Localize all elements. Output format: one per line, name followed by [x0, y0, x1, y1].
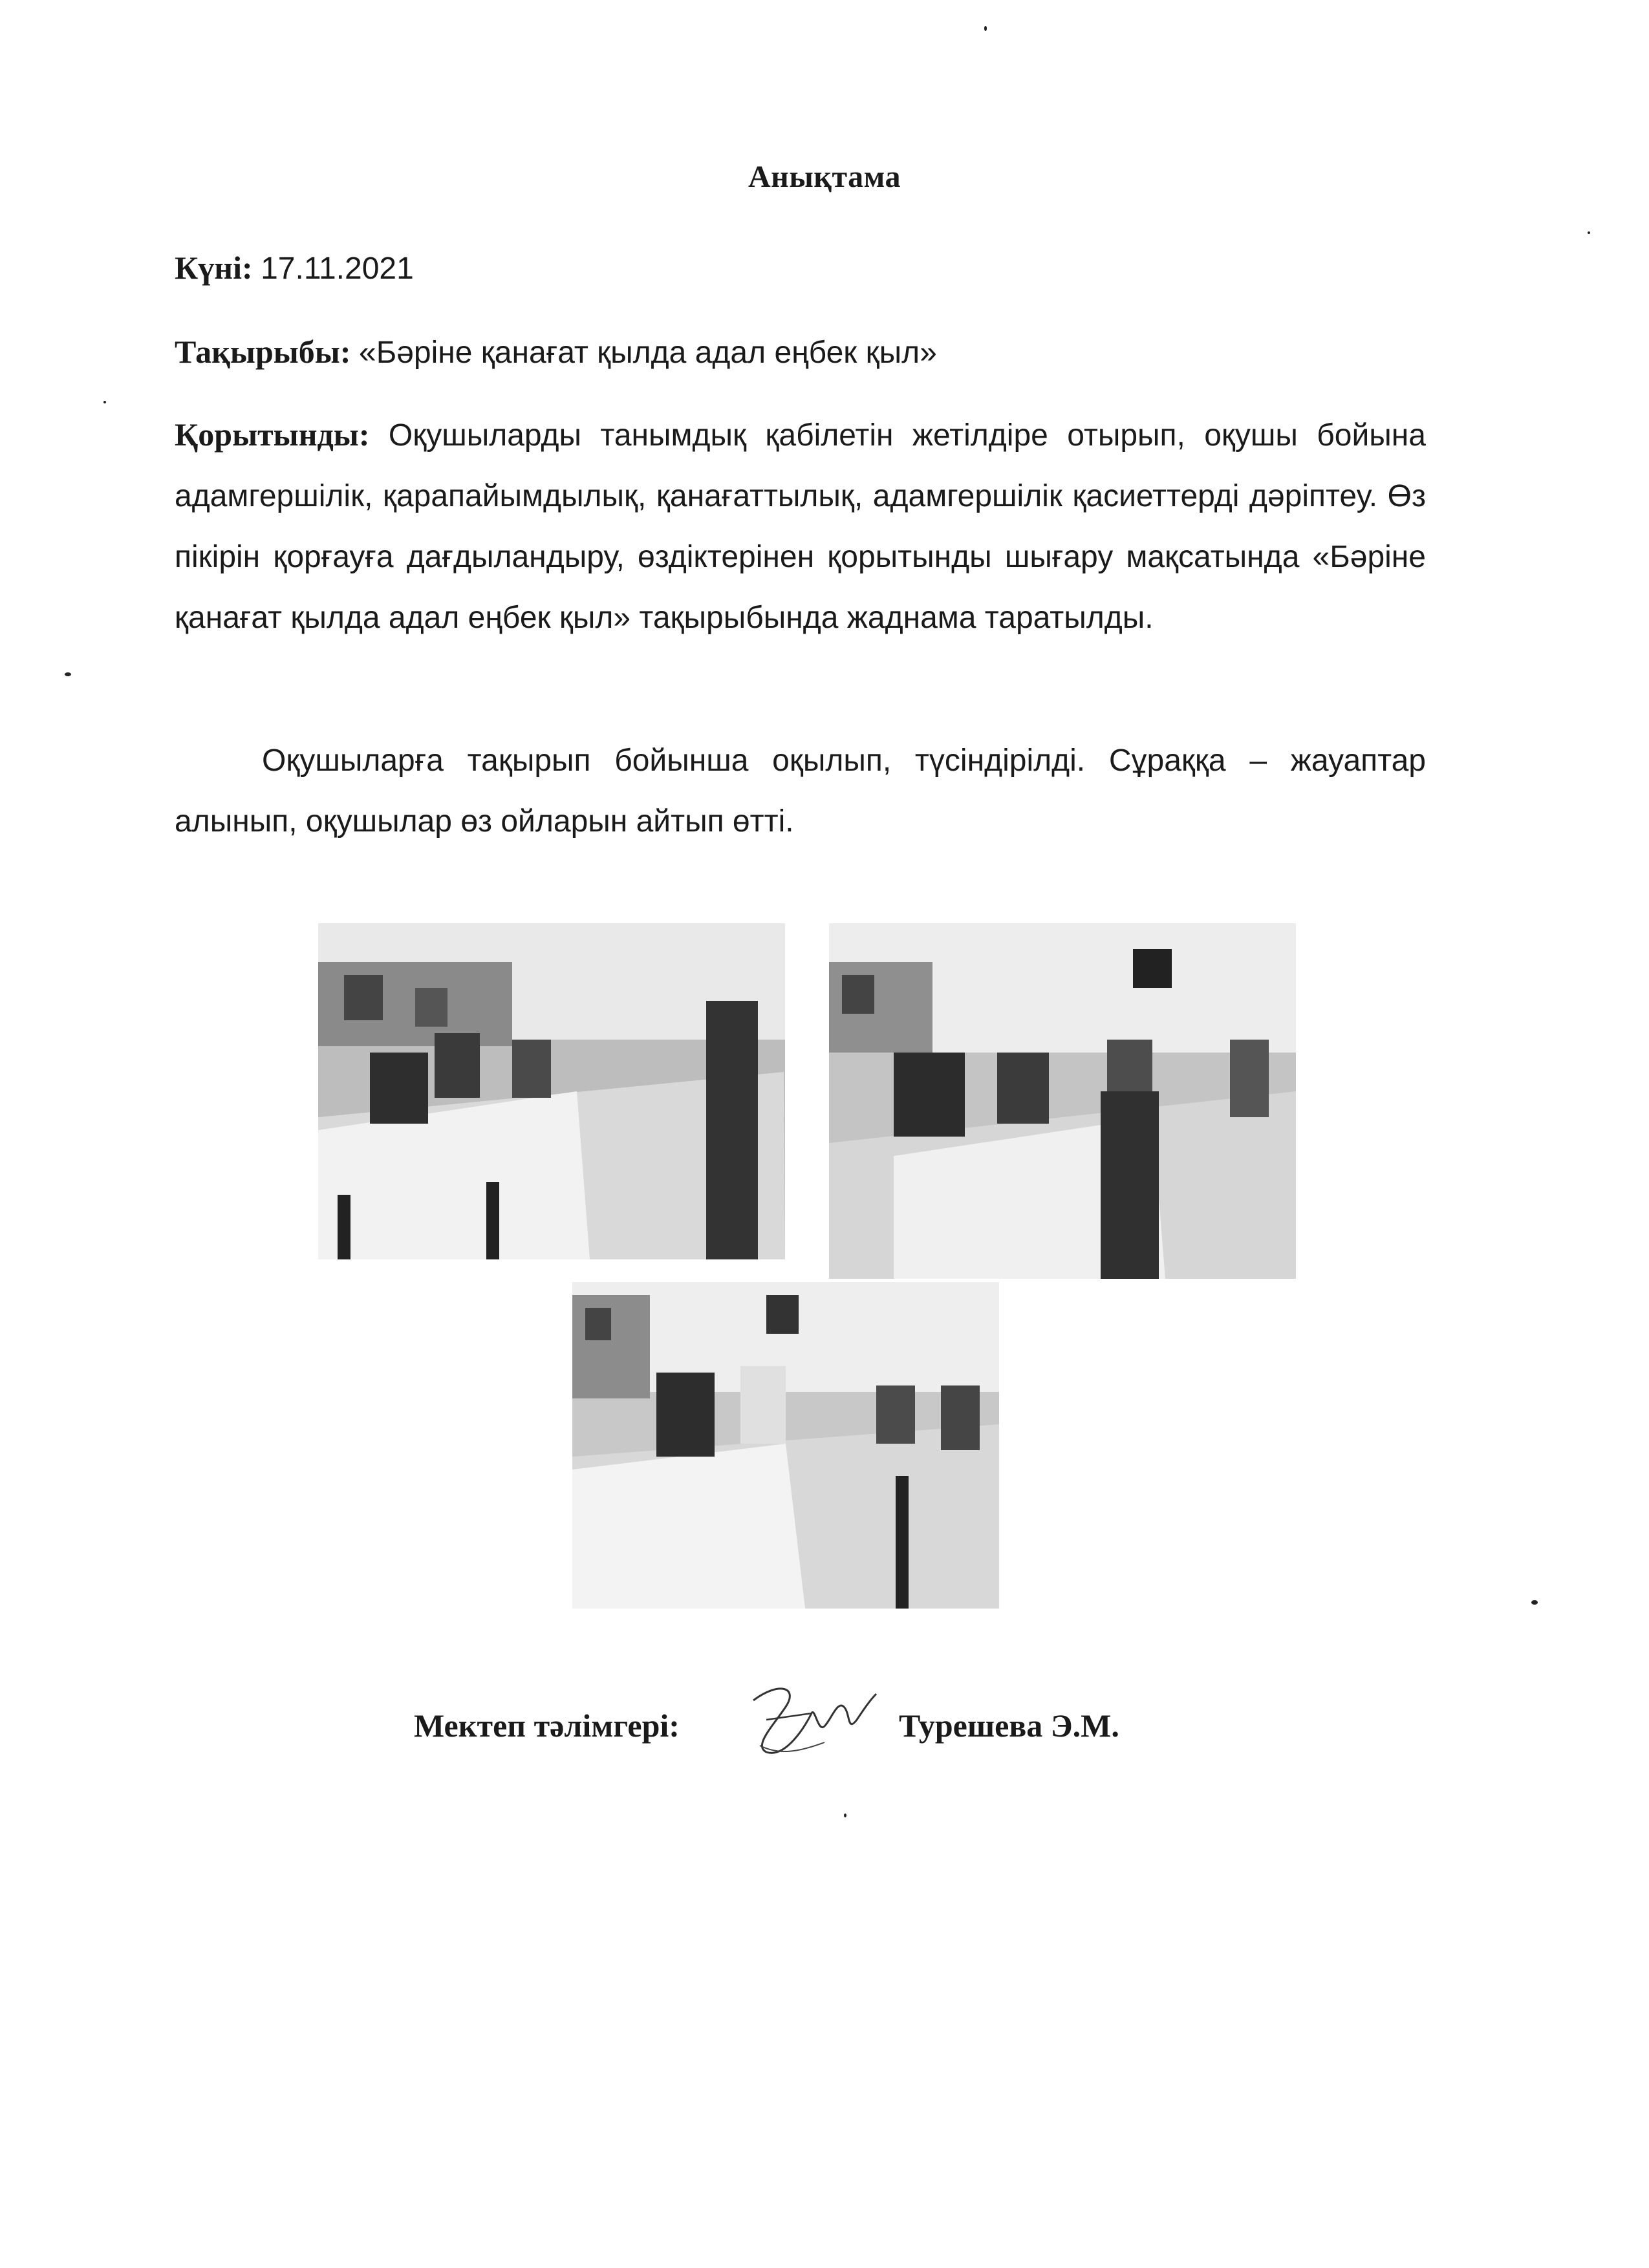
date-label: Күні: — [175, 250, 253, 286]
signer-name: Турешева Э.М. — [899, 1707, 1119, 1744]
classroom-photo-2 — [829, 923, 1296, 1279]
topic-value: «Бәріне қанағат қылда адал еңбек қыл» — [359, 336, 937, 370]
date-line — [175, 249, 414, 286]
classroom-photo-3 — [572, 1282, 999, 1609]
scan-speck — [1588, 231, 1590, 234]
handwritten-signature — [740, 1674, 883, 1765]
document-title: Анықтама — [748, 160, 901, 194]
topic-label: Тақырыбы: — [175, 334, 351, 370]
signature-label: Мектеп тәлімгері: — [414, 1707, 680, 1744]
classroom-photo-1 — [318, 923, 785, 1259]
conclusion-paragraph — [175, 404, 1426, 648]
scan-speck — [984, 26, 987, 31]
topic-line — [175, 333, 937, 370]
scan-speck — [65, 672, 71, 676]
scan-speck — [844, 1813, 846, 1817]
scan-speck — [103, 401, 106, 403]
date-value: 17.11.2021 — [261, 251, 414, 286]
scan-speck — [1531, 1600, 1538, 1605]
conclusion-label: Қорытынды: — [175, 416, 370, 453]
conclusion-text: Оқушыларды танымдық қабілетін жетілдіре отырып, оқушы бойына адамгершілік, қарапайымдылық, қанағаттылық, адамгершілік қасиеттерді дәріптеу. Өз пікірін қорғауға дағдыландыру, өздіктерінен қорытынды шығару мақсатында «Бәріне қанағат қылда адал еңбек қыл» тақырыбында жаднама таратылды. — [175, 418, 1426, 635]
second-paragraph: Оқушыларға тақырып бойынша оқылып, түсіндірілді. Сұраққа – жауаптар алынып, оқушылар өз ойларын айтып өтті. — [175, 744, 1426, 839]
